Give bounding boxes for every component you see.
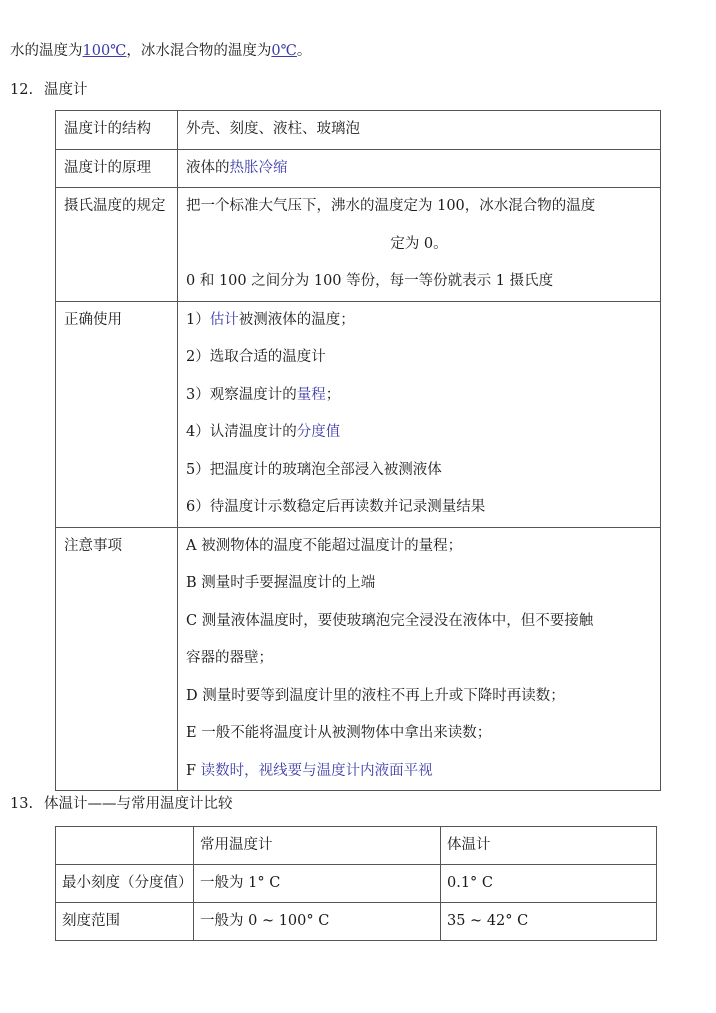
- celsius-line-1: 把一个标准大气压下，沸水的温度定为 100，冰水混合物的温度: [186, 198, 596, 214]
- table-row-usage: [56, 301, 661, 527]
- row-label-structure: 温度计的结构: [56, 111, 178, 150]
- note-c-line-2: 容器的器壁；: [186, 650, 273, 666]
- section-13-title: 体温计——与常用温度计比较: [44, 796, 233, 812]
- boiling-point-value: 100℃: [82, 43, 127, 59]
- usage-step-4-prefix: 4）认清温度计的: [186, 424, 297, 440]
- thermometer-table: [55, 110, 661, 791]
- row-label-min-scale: 最小刻度（分度值）: [56, 865, 194, 903]
- row-content-principle: [178, 149, 661, 188]
- table-row-celsius: [56, 188, 661, 302]
- section-13-number: 13.: [10, 796, 34, 812]
- section-12-number: 12.: [10, 82, 34, 98]
- comparison-table: [55, 826, 657, 941]
- freezing-point-value: 0℃: [271, 43, 297, 59]
- note-f: [186, 753, 652, 791]
- row-label-range: 刻度范围: [56, 903, 194, 941]
- table-row-principle: [56, 149, 661, 188]
- usage-step-2: 2）选取合适的温度计: [186, 349, 326, 365]
- celsius-line-2: 定为 0。: [390, 235, 448, 252]
- principle-highlight: 热胀冷缩: [229, 159, 288, 176]
- header-clinical-thermometer: 体温计: [441, 827, 657, 865]
- row-label-principle: 温度计的原理: [56, 149, 178, 188]
- intro-text-a: 水的温度为: [10, 43, 83, 59]
- table-row-notes: [56, 527, 661, 791]
- note-a: A 被测物体的温度不能超过温度计的量程；: [186, 537, 463, 554]
- note-f-highlight: 读数时，视线要与温度计内液面平视: [200, 762, 433, 779]
- celsius-line-3: 0 和 100 之间分为 100 等份，每一等份就表示 1 摄氏度: [186, 273, 554, 289]
- row-content-structure: 外壳、刻度、液柱、玻璃泡: [178, 111, 661, 150]
- intro-text-b: ，冰水混合物的温度为: [126, 43, 272, 59]
- note-f-letter: F: [186, 762, 201, 779]
- clinical-min-scale: 0.1° C: [441, 865, 657, 903]
- intro-text-c: 。: [296, 43, 312, 59]
- usage-step-3: [186, 377, 652, 415]
- comparison-header-row: [56, 827, 657, 865]
- usage-step-5: 5）把温度计的玻璃泡全部浸入被测液体: [186, 461, 442, 478]
- usage-step-1-number: 1）: [186, 311, 210, 328]
- header-blank-cell: [56, 827, 194, 865]
- clinical-range: 35 ~ 42° C: [441, 903, 657, 941]
- table-row: [56, 865, 657, 903]
- usage-step-4: [186, 414, 652, 452]
- section-12-title: 温度计: [44, 82, 88, 98]
- common-min-scale: 一般为 1° C: [194, 865, 441, 903]
- usage-step-3-suffix: ；: [325, 386, 341, 403]
- header-common-thermometer: 常用温度计: [194, 827, 441, 865]
- usage-step-1-rest: 被测液体的温度；: [238, 311, 355, 328]
- row-label-celsius: 摄氏温度的规定: [56, 188, 178, 302]
- row-content-usage: [178, 301, 661, 527]
- usage-step-1-highlight: 估计: [209, 311, 239, 328]
- row-content-celsius: [178, 188, 661, 302]
- common-range: 一般为 0 ~ 100° C: [194, 903, 441, 941]
- usage-step-4-highlight: 分度值: [296, 424, 341, 440]
- row-content-notes: [178, 527, 661, 791]
- principle-prefix: 液体的: [186, 159, 230, 176]
- table-row-structure: [56, 111, 661, 150]
- usage-step-3-prefix: 3）观察温度计的: [186, 386, 297, 403]
- note-c-line-1: C 测量液体温度时，要使玻璃泡完全浸没在液体中，但不要接触: [186, 612, 594, 629]
- table-row: [56, 903, 657, 941]
- usage-step-1: [186, 302, 652, 340]
- usage-step-6: 6）待温度计示数稳定后再读数并记录测量结果: [186, 499, 486, 515]
- note-b: B 测量时手要握温度计的上端: [186, 575, 376, 591]
- note-d: D 测量时要等到温度计里的液柱不再上升或下降时再读数；: [186, 687, 565, 704]
- section-13-heading: [10, 793, 233, 815]
- usage-step-3-highlight: 量程: [296, 386, 326, 403]
- row-label-notes: 注意事项: [56, 527, 178, 791]
- intro-sentence: [10, 40, 311, 62]
- row-label-usage: 正确使用: [56, 301, 178, 527]
- note-e: E 一般不能将温度计从被测物体中拿出来读数；: [186, 725, 492, 741]
- section-12-heading: [10, 79, 88, 101]
